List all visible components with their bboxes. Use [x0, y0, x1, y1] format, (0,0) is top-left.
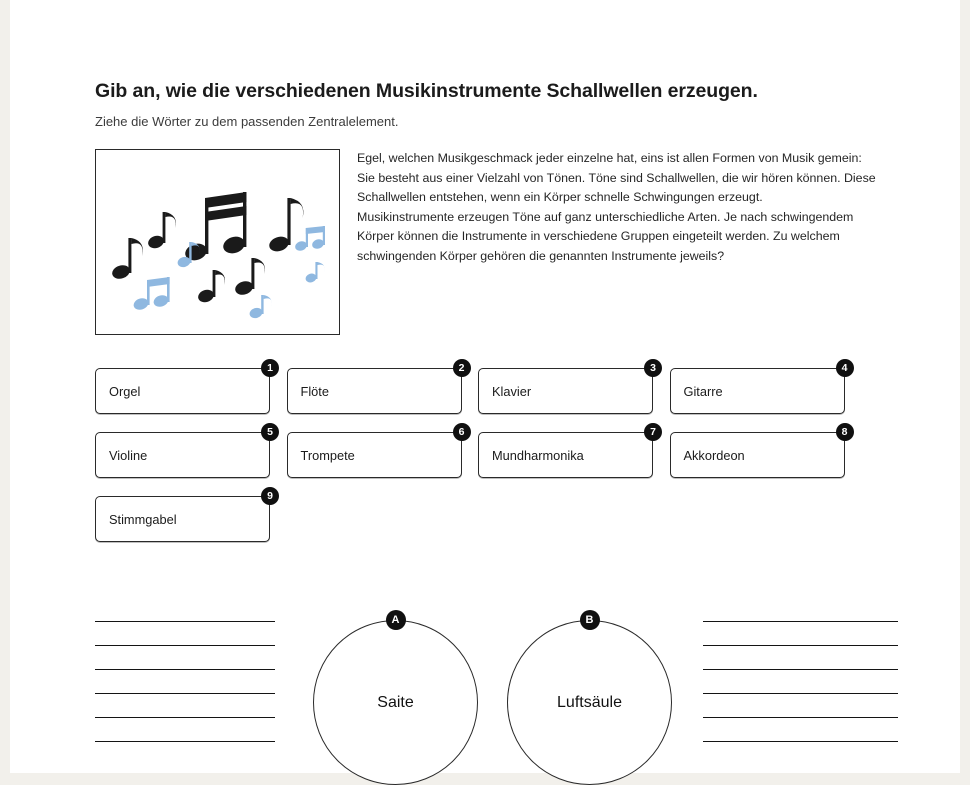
word-card-wrap	[95, 426, 273, 478]
target-circle-a[interactable]	[313, 614, 478, 785]
word-card-wrap	[670, 362, 848, 414]
answer-line[interactable]	[95, 718, 275, 742]
word-card-wrap	[95, 490, 273, 542]
target-circle-b[interactable]	[507, 614, 672, 785]
word-card-wrap	[478, 426, 656, 478]
answer-line[interactable]	[95, 622, 275, 646]
word-card-wrap	[478, 362, 656, 414]
music-notes-illustration	[95, 149, 340, 335]
card-number-badge: 4	[836, 359, 854, 377]
music-notes-icon	[96, 150, 340, 335]
answer-line[interactable]	[95, 598, 275, 622]
instruction-text: Ziehe die Wörter zu dem passenden Zentralelement.	[95, 114, 399, 129]
word-card-wrap	[287, 362, 465, 414]
word-card-akkordeon[interactable]: Akkordeon	[670, 432, 845, 478]
card-number-badge: 9	[261, 487, 279, 505]
answer-line[interactable]	[703, 670, 898, 694]
page-title: Gib an, wie die verschiedenen Musikinstrumente Schallwellen erzeugen.	[95, 80, 758, 102]
answer-area	[95, 592, 885, 762]
word-card-klavier[interactable]: Klavier	[478, 368, 653, 414]
intro-paragraph-1: Egel, welchen Musikgeschmack jeder einzelne hat, eins ist allen Formen von Musik gemein: Sie besteht aus einer Vielzahl von Tönen. Töne sind Schallwellen, die wir hören können. Diese Schallwellen entstehen, wenn ein Körper schnelle Schwingungen erzeugt.	[357, 151, 876, 205]
circle-badge-b: B	[580, 610, 600, 630]
word-card-wrap	[95, 362, 273, 414]
word-card-orgel[interactable]: Orgel	[95, 368, 270, 414]
worksheet-page	[10, 0, 960, 773]
card-number-badge: 7	[644, 423, 662, 441]
word-card-stimmgabel[interactable]: Stimmgabel	[95, 496, 270, 542]
card-number-badge: 2	[453, 359, 471, 377]
intro-block	[95, 149, 885, 335]
answer-line[interactable]	[95, 694, 275, 718]
answer-line[interactable]	[95, 646, 275, 670]
target-circle-label-saite[interactable]: Saite	[313, 620, 478, 785]
target-circle-label-luftsaeule[interactable]: Luftsäule	[507, 620, 672, 785]
answer-line[interactable]	[95, 670, 275, 694]
card-number-badge: 1	[261, 359, 279, 377]
word-card-wrap	[287, 426, 465, 478]
circle-badge-a: A	[386, 610, 406, 630]
word-card-gitarre[interactable]: Gitarre	[670, 368, 845, 414]
card-number-badge: 5	[261, 423, 279, 441]
card-number-badge: 3	[644, 359, 662, 377]
answer-line[interactable]	[703, 598, 898, 622]
card-number-badge: 8	[836, 423, 854, 441]
answer-line[interactable]	[703, 646, 898, 670]
intro-text	[357, 149, 882, 267]
word-card-trompete[interactable]: Trompete	[287, 432, 462, 478]
intro-paragraph-2: Musikinstrumente erzeugen Töne auf ganz unterschiedliche Arten. Je nach schwingendem Körper können die Instrumente in verschiedene Gruppen eingeteilt werden. Zu welchem schwingenden Körper gehören die genannten Instrumente jeweils?	[357, 209, 854, 263]
answer-line[interactable]	[703, 622, 898, 646]
answer-line[interactable]	[703, 718, 898, 742]
word-cards	[95, 362, 865, 560]
word-card-mundharmonika[interactable]: Mundharmonika	[478, 432, 653, 478]
worksheet-content	[95, 78, 885, 762]
answer-line[interactable]	[703, 694, 898, 718]
answer-lines-right[interactable]	[703, 598, 898, 742]
card-number-badge: 6	[453, 423, 471, 441]
word-card-wrap	[670, 426, 848, 478]
word-card-floete[interactable]: Flöte	[287, 368, 462, 414]
answer-lines-left[interactable]	[95, 598, 275, 742]
word-card-violine[interactable]: Violine	[95, 432, 270, 478]
